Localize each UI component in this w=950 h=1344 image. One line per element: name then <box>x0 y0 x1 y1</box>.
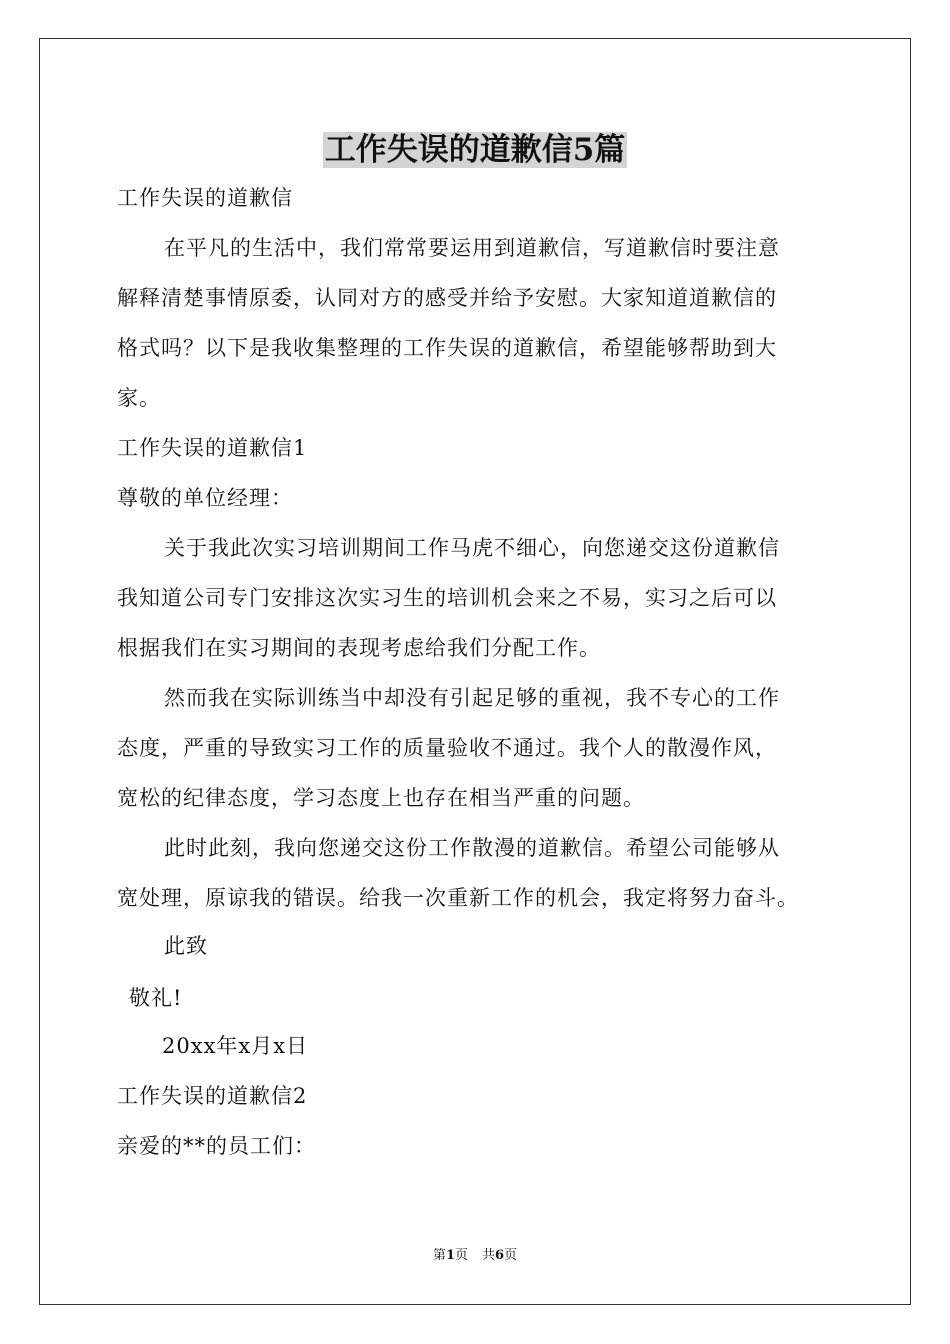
paragraph-line: 解释清楚事情原委，认同对方的感受并给予安慰。大家知道道歉信的 <box>117 286 777 310</box>
page-border <box>39 38 911 1305</box>
total-suffix: 页 <box>504 1248 518 1263</box>
paragraph-line: 态度，严重的导致实习工作的质量验收不通过。我个人的散漫作风， <box>117 736 777 760</box>
salutation: 亲爱的**的员工们： <box>117 1134 316 1158</box>
paragraph-line: 宽松的纪律态度，学习态度上也存在相当严重的问题。 <box>117 786 645 810</box>
document-title <box>0 128 950 172</box>
paragraph-line: 家。 <box>117 386 161 410</box>
page-prefix: 第 <box>432 1248 446 1263</box>
page-suffix: 页 <box>454 1248 468 1263</box>
paragraph-line: 我知道公司专门安排这次实习生的培训机会来之不易，实习之后可以 <box>117 586 777 610</box>
paragraph-line: 格式吗？以下是我收集整理的工作失误的道歉信，希望能够帮助到大 <box>117 336 777 360</box>
letter-date: 20xx年x月x日 <box>162 1034 309 1058</box>
paragraph-line: 此时此刻，我向您递交这份工作散漫的道歉信。希望公司能够从 <box>164 836 780 860</box>
title-text: 工作失误的道歉信5篇 <box>324 132 626 168</box>
letter-heading: 工作失误的道歉信2 <box>117 1084 308 1108</box>
salutation: 尊敬的单位经理： <box>117 486 293 510</box>
paragraph-line: 宽处理，原谅我的错误。给我一次重新工作的机会，我定将努力奋斗。 <box>117 886 799 910</box>
section-heading: 工作失误的道歉信 <box>117 186 293 210</box>
paragraph-line: 关于我此次实习培训期间工作马虎不细心，向您递交这份道歉信 <box>164 536 780 560</box>
paragraph-line: 在平凡的生活中，我们常常要运用到道歉信，写道歉信时要注意 <box>164 236 780 260</box>
closing-line: 此致 <box>164 934 208 958</box>
letter-heading: 工作失误的道歉信1 <box>117 436 308 460</box>
total-pages: 6 <box>495 1248 505 1263</box>
total-prefix: 共 <box>482 1248 496 1263</box>
paragraph-line: 然而我在实际训练当中却没有引起足够的重视，我不专心的工作 <box>164 686 780 710</box>
paragraph-line: 根据我们在实习期间的表现考虑给我们分配工作。 <box>117 636 601 660</box>
page-number: 1 <box>445 1248 455 1263</box>
page-footer <box>0 1247 950 1265</box>
closing-regards: 敬礼! <box>129 986 183 1010</box>
